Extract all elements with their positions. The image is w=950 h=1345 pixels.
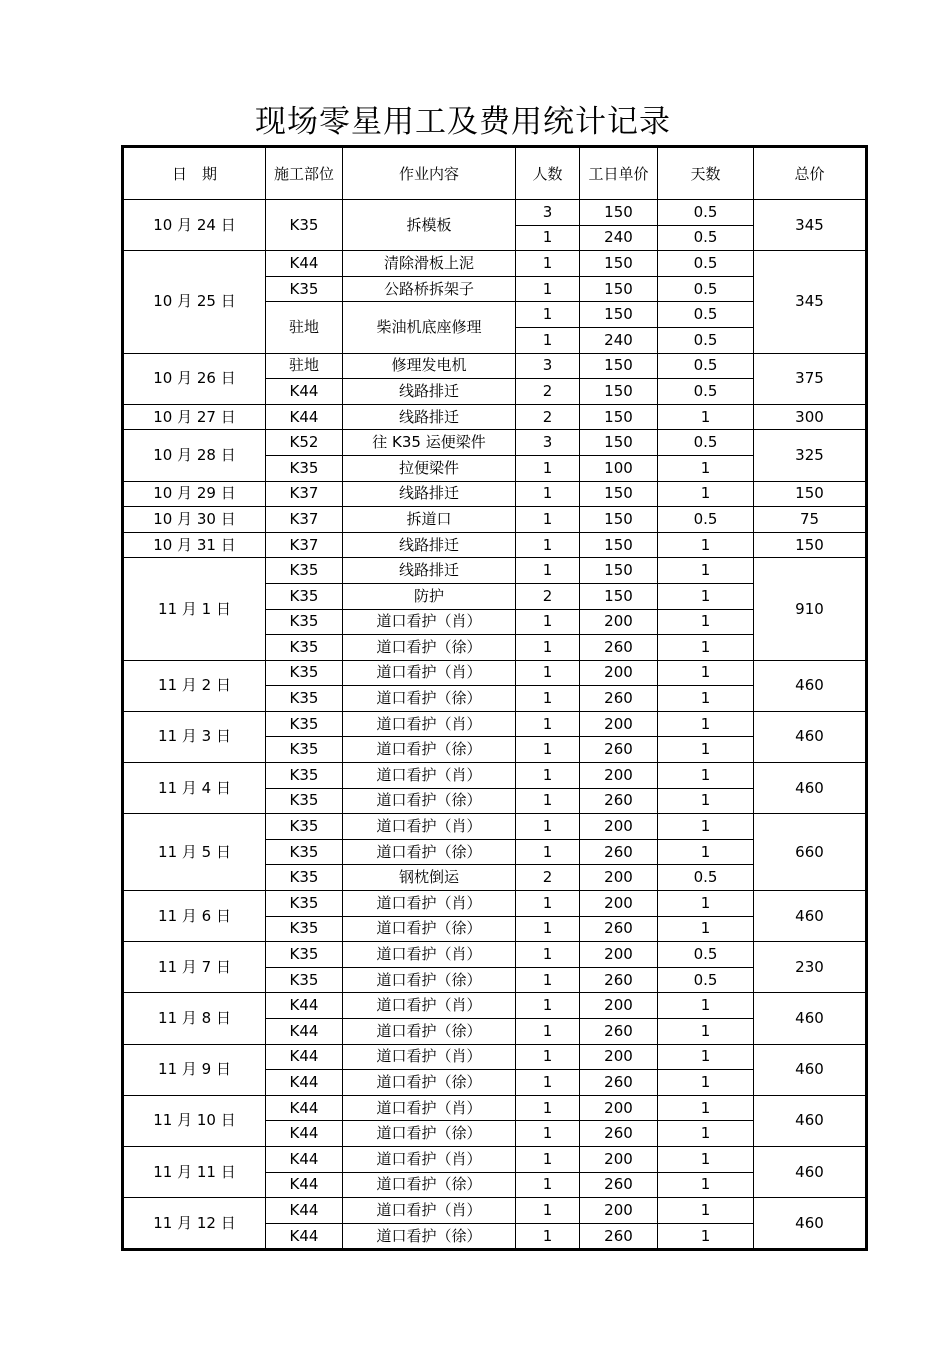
rate-cell: 260 xyxy=(580,1121,658,1147)
days-cell: 0.5 xyxy=(658,379,754,405)
rate-cell: 260 xyxy=(580,737,658,763)
location-cell: K35 xyxy=(266,865,343,891)
total-cell: 460 xyxy=(754,1044,867,1095)
days-cell: 1 xyxy=(658,993,754,1019)
days-cell: 1 xyxy=(658,1044,754,1070)
location-cell: K35 xyxy=(266,609,343,635)
work-cell: 道口看护（徐） xyxy=(343,839,516,865)
rate-cell: 200 xyxy=(580,763,658,789)
rate-cell: 260 xyxy=(580,1172,658,1198)
days-cell: 0.5 xyxy=(658,942,754,968)
table-row xyxy=(123,200,867,226)
labor-cost-table xyxy=(121,145,868,1251)
page-title: 现场零星用工及费用统计记录 xyxy=(255,104,671,140)
work-cell: 线路排迁 xyxy=(343,379,516,405)
total-cell: 300 xyxy=(754,404,867,430)
rate-cell: 150 xyxy=(580,353,658,379)
rate-cell: 200 xyxy=(580,814,658,840)
people-cell: 3 xyxy=(516,430,580,456)
rate-cell: 200 xyxy=(580,993,658,1019)
people-cell: 1 xyxy=(516,660,580,686)
total-cell: 150 xyxy=(754,532,867,558)
people-cell: 1 xyxy=(516,507,580,533)
rate-cell: 150 xyxy=(580,532,658,558)
people-cell: 1 xyxy=(516,225,580,251)
people-cell: 1 xyxy=(516,327,580,353)
date-cell: 11 月 6 日 xyxy=(123,891,266,942)
days-cell: 1 xyxy=(658,1070,754,1096)
work-cell: 道口看护（徐） xyxy=(343,916,516,942)
location-cell: K35 xyxy=(266,660,343,686)
people-cell: 1 xyxy=(516,1121,580,1147)
location-cell: K37 xyxy=(266,507,343,533)
rate-cell: 200 xyxy=(580,1044,658,1070)
date-cell: 11 月 2 日 xyxy=(123,660,266,711)
work-cell: 公路桥拆架子 xyxy=(343,276,516,302)
days-cell: 1 xyxy=(658,737,754,763)
table-row xyxy=(123,1146,867,1172)
rate-cell: 150 xyxy=(580,583,658,609)
header-date: 日 期 xyxy=(123,147,266,200)
rate-cell: 150 xyxy=(580,276,658,302)
table-row xyxy=(123,814,867,840)
people-cell: 1 xyxy=(516,302,580,328)
days-cell: 0.5 xyxy=(658,507,754,533)
header-people: 人数 xyxy=(516,147,580,200)
work-cell: 道口看护（肖） xyxy=(343,891,516,917)
rate-cell: 200 xyxy=(580,891,658,917)
people-cell: 1 xyxy=(516,942,580,968)
people-cell: 1 xyxy=(516,814,580,840)
rate-cell: 200 xyxy=(580,660,658,686)
days-cell: 1 xyxy=(658,788,754,814)
rate-cell: 150 xyxy=(580,558,658,584)
days-cell: 1 xyxy=(658,1146,754,1172)
date-cell: 11 月 11 日 xyxy=(123,1146,266,1197)
people-cell: 2 xyxy=(516,404,580,430)
rate-cell: 200 xyxy=(580,1146,658,1172)
table-body xyxy=(123,200,867,1250)
days-cell: 1 xyxy=(658,1095,754,1121)
location-cell: K35 xyxy=(266,455,343,481)
days-cell: 1 xyxy=(658,481,754,507)
header-rate: 工日单价 xyxy=(580,147,658,200)
date-cell: 10 月 27 日 xyxy=(123,404,266,430)
location-cell: K44 xyxy=(266,1172,343,1198)
work-cell: 清除滑板上泥 xyxy=(343,251,516,277)
location-cell: K37 xyxy=(266,532,343,558)
location-cell: 驻地 xyxy=(266,302,343,353)
days-cell: 1 xyxy=(658,814,754,840)
location-cell: K35 xyxy=(266,583,343,609)
rate-cell: 200 xyxy=(580,609,658,635)
rate-cell: 150 xyxy=(580,200,658,226)
people-cell: 2 xyxy=(516,379,580,405)
location-cell: K44 xyxy=(266,1198,343,1224)
work-cell: 道口看护（徐） xyxy=(343,635,516,661)
days-cell: 0.5 xyxy=(658,251,754,277)
days-cell: 0.5 xyxy=(658,430,754,456)
people-cell: 1 xyxy=(516,1172,580,1198)
people-cell: 1 xyxy=(516,1223,580,1250)
table-row xyxy=(123,660,867,686)
work-cell: 道口看护（徐） xyxy=(343,1019,516,1045)
total-cell: 150 xyxy=(754,481,867,507)
table-row xyxy=(123,404,867,430)
rate-cell: 260 xyxy=(580,839,658,865)
location-cell: K52 xyxy=(266,430,343,456)
days-cell: 1 xyxy=(658,1121,754,1147)
work-cell: 道口看护（徐） xyxy=(343,1121,516,1147)
total-cell: 375 xyxy=(754,353,867,404)
days-cell: 1 xyxy=(658,1198,754,1224)
people-cell: 1 xyxy=(516,251,580,277)
days-cell: 1 xyxy=(658,1019,754,1045)
total-cell: 460 xyxy=(754,1146,867,1197)
total-cell: 660 xyxy=(754,814,867,891)
people-cell: 3 xyxy=(516,353,580,379)
location-cell: K44 xyxy=(266,251,343,277)
work-cell: 道口看护（肖） xyxy=(343,814,516,840)
work-cell: 道口看护（肖） xyxy=(343,711,516,737)
rate-cell: 260 xyxy=(580,1070,658,1096)
date-cell: 11 月 10 日 xyxy=(123,1095,266,1146)
rate-cell: 150 xyxy=(580,302,658,328)
days-cell: 1 xyxy=(658,763,754,789)
days-cell: 0.5 xyxy=(658,967,754,993)
date-cell: 10 月 28 日 xyxy=(123,430,266,481)
location-cell: K44 xyxy=(266,404,343,430)
location-cell: K35 xyxy=(266,916,343,942)
date-cell: 11 月 1 日 xyxy=(123,558,266,660)
table-row xyxy=(123,430,867,456)
people-cell: 1 xyxy=(516,916,580,942)
total-cell: 460 xyxy=(754,1095,867,1146)
date-cell: 11 月 4 日 xyxy=(123,763,266,814)
location-cell: K35 xyxy=(266,686,343,712)
rate-cell: 200 xyxy=(580,1198,658,1224)
people-cell: 1 xyxy=(516,763,580,789)
total-cell: 75 xyxy=(754,507,867,533)
rate-cell: 200 xyxy=(580,942,658,968)
rate-cell: 150 xyxy=(580,379,658,405)
people-cell: 1 xyxy=(516,993,580,1019)
rate-cell: 100 xyxy=(580,455,658,481)
days-cell: 1 xyxy=(658,532,754,558)
days-cell: 0.5 xyxy=(658,302,754,328)
total-cell: 345 xyxy=(754,200,867,251)
people-cell: 1 xyxy=(516,686,580,712)
days-cell: 1 xyxy=(658,686,754,712)
table-row xyxy=(123,993,867,1019)
total-cell: 460 xyxy=(754,763,867,814)
work-cell: 道口看护（肖） xyxy=(343,1198,516,1224)
rate-cell: 150 xyxy=(580,404,658,430)
work-cell: 线路排迁 xyxy=(343,481,516,507)
days-cell: 0.5 xyxy=(658,327,754,353)
table-row xyxy=(123,558,867,584)
days-cell: 1 xyxy=(658,660,754,686)
total-cell: 910 xyxy=(754,558,867,660)
work-cell: 防护 xyxy=(343,583,516,609)
total-cell: 460 xyxy=(754,993,867,1044)
days-cell: 1 xyxy=(658,891,754,917)
header-days: 天数 xyxy=(658,147,754,200)
days-cell: 1 xyxy=(658,635,754,661)
work-cell: 道口看护（徐） xyxy=(343,1070,516,1096)
location-cell: K44 xyxy=(266,1019,343,1045)
people-cell: 1 xyxy=(516,558,580,584)
work-cell: 线路排迁 xyxy=(343,558,516,584)
work-cell: 钢枕倒运 xyxy=(343,865,516,891)
total-cell: 460 xyxy=(754,711,867,762)
rate-cell: 200 xyxy=(580,711,658,737)
people-cell: 1 xyxy=(516,1044,580,1070)
work-cell: 往 K35 运便梁件 xyxy=(343,430,516,456)
work-cell: 拆模板 xyxy=(343,200,516,251)
days-cell: 1 xyxy=(658,916,754,942)
location-cell: K35 xyxy=(266,558,343,584)
location-cell: K44 xyxy=(266,1121,343,1147)
work-cell: 道口看护（肖） xyxy=(343,763,516,789)
people-cell: 1 xyxy=(516,455,580,481)
location-cell: K35 xyxy=(266,967,343,993)
days-cell: 1 xyxy=(658,1172,754,1198)
date-cell: 10 月 31 日 xyxy=(123,532,266,558)
days-cell: 1 xyxy=(658,1223,754,1250)
people-cell: 1 xyxy=(516,1198,580,1224)
work-cell: 道口看护（肖） xyxy=(343,660,516,686)
work-cell: 道口看护（肖） xyxy=(343,993,516,1019)
work-cell: 道口看护（徐） xyxy=(343,967,516,993)
rate-cell: 260 xyxy=(580,686,658,712)
days-cell: 1 xyxy=(658,558,754,584)
date-cell: 11 月 5 日 xyxy=(123,814,266,891)
rate-cell: 260 xyxy=(580,967,658,993)
date-cell: 10 月 25 日 xyxy=(123,251,266,353)
people-cell: 1 xyxy=(516,1095,580,1121)
location-cell: K35 xyxy=(266,942,343,968)
people-cell: 1 xyxy=(516,276,580,302)
location-cell: K44 xyxy=(266,1146,343,1172)
days-cell: 0.5 xyxy=(658,225,754,251)
work-cell: 道口看护（徐） xyxy=(343,737,516,763)
rate-cell: 150 xyxy=(580,507,658,533)
people-cell: 1 xyxy=(516,737,580,763)
people-cell: 1 xyxy=(516,609,580,635)
location-cell: K35 xyxy=(266,763,343,789)
days-cell: 0.5 xyxy=(658,276,754,302)
date-cell: 10 月 24 日 xyxy=(123,200,266,251)
location-cell: K44 xyxy=(266,1044,343,1070)
date-cell: 10 月 29 日 xyxy=(123,481,266,507)
people-cell: 1 xyxy=(516,1019,580,1045)
people-cell: 1 xyxy=(516,481,580,507)
people-cell: 3 xyxy=(516,200,580,226)
total-cell: 345 xyxy=(754,251,867,353)
work-cell: 道口看护（肖） xyxy=(343,1146,516,1172)
rate-cell: 150 xyxy=(580,430,658,456)
location-cell: K44 xyxy=(266,1070,343,1096)
work-cell: 道口看护（徐） xyxy=(343,686,516,712)
table-row xyxy=(123,532,867,558)
location-cell: K44 xyxy=(266,993,343,1019)
days-cell: 0.5 xyxy=(658,353,754,379)
work-cell: 线路排迁 xyxy=(343,404,516,430)
rate-cell: 260 xyxy=(580,788,658,814)
location-cell: K44 xyxy=(266,379,343,405)
location-cell: K44 xyxy=(266,1095,343,1121)
table-row xyxy=(123,251,867,277)
date-cell: 10 月 26 日 xyxy=(123,353,266,404)
location-cell: K35 xyxy=(266,276,343,302)
table-row xyxy=(123,1095,867,1121)
days-cell: 1 xyxy=(658,839,754,865)
people-cell: 2 xyxy=(516,865,580,891)
people-cell: 1 xyxy=(516,967,580,993)
header-work: 作业内容 xyxy=(343,147,516,200)
work-cell: 拆道口 xyxy=(343,507,516,533)
people-cell: 2 xyxy=(516,583,580,609)
location-cell: K44 xyxy=(266,1223,343,1250)
rate-cell: 260 xyxy=(580,1223,658,1250)
table-row xyxy=(123,353,867,379)
location-cell: K35 xyxy=(266,788,343,814)
location-cell: K35 xyxy=(266,737,343,763)
table-row xyxy=(123,711,867,737)
people-cell: 1 xyxy=(516,635,580,661)
table-row xyxy=(123,1198,867,1224)
table-row xyxy=(123,481,867,507)
people-cell: 1 xyxy=(516,532,580,558)
rate-cell: 240 xyxy=(580,327,658,353)
table-row xyxy=(123,763,867,789)
location-cell: K35 xyxy=(266,839,343,865)
people-cell: 1 xyxy=(516,839,580,865)
days-cell: 1 xyxy=(658,711,754,737)
days-cell: 1 xyxy=(658,455,754,481)
header-total: 总价 xyxy=(754,147,867,200)
location-cell: K37 xyxy=(266,481,343,507)
work-cell: 拉便梁件 xyxy=(343,455,516,481)
location-cell: K35 xyxy=(266,711,343,737)
people-cell: 1 xyxy=(516,711,580,737)
work-cell: 道口看护（肖） xyxy=(343,1044,516,1070)
days-cell: 1 xyxy=(658,404,754,430)
work-cell: 道口看护（肖） xyxy=(343,609,516,635)
rate-cell: 260 xyxy=(580,1019,658,1045)
location-cell: K35 xyxy=(266,200,343,251)
work-cell: 线路排迁 xyxy=(343,532,516,558)
date-cell: 11 月 9 日 xyxy=(123,1044,266,1095)
table-row xyxy=(123,507,867,533)
days-cell: 0.5 xyxy=(658,865,754,891)
days-cell: 1 xyxy=(658,609,754,635)
date-cell: 11 月 3 日 xyxy=(123,711,266,762)
days-cell: 1 xyxy=(658,583,754,609)
rate-cell: 200 xyxy=(580,1095,658,1121)
rate-cell: 260 xyxy=(580,916,658,942)
date-cell: 11 月 7 日 xyxy=(123,942,266,993)
rate-cell: 150 xyxy=(580,481,658,507)
work-cell: 道口看护（肖） xyxy=(343,942,516,968)
total-cell: 325 xyxy=(754,430,867,481)
location-cell: K35 xyxy=(266,814,343,840)
work-cell: 修理发电机 xyxy=(343,353,516,379)
location-cell: K35 xyxy=(266,891,343,917)
days-cell: 0.5 xyxy=(658,200,754,226)
table-row xyxy=(123,942,867,968)
people-cell: 1 xyxy=(516,1146,580,1172)
rate-cell: 240 xyxy=(580,225,658,251)
location-cell: 驻地 xyxy=(266,353,343,379)
total-cell: 460 xyxy=(754,660,867,711)
work-cell: 道口看护（徐） xyxy=(343,788,516,814)
work-cell: 柴油机底座修理 xyxy=(343,302,516,353)
total-cell: 460 xyxy=(754,891,867,942)
total-cell: 230 xyxy=(754,942,867,993)
people-cell: 1 xyxy=(516,788,580,814)
date-cell: 11 月 12 日 xyxy=(123,1198,266,1250)
table-row xyxy=(123,1044,867,1070)
work-cell: 道口看护（徐） xyxy=(343,1223,516,1250)
header-location: 施工部位 xyxy=(266,147,343,200)
rate-cell: 150 xyxy=(580,251,658,277)
total-cell: 460 xyxy=(754,1198,867,1250)
header-row xyxy=(123,147,867,200)
rate-cell: 200 xyxy=(580,865,658,891)
location-cell: K35 xyxy=(266,635,343,661)
work-cell: 道口看护（徐） xyxy=(343,1172,516,1198)
date-cell: 10 月 30 日 xyxy=(123,507,266,533)
work-cell: 道口看护（肖） xyxy=(343,1095,516,1121)
people-cell: 1 xyxy=(516,1070,580,1096)
rate-cell: 260 xyxy=(580,635,658,661)
date-cell: 11 月 8 日 xyxy=(123,993,266,1044)
table-row xyxy=(123,891,867,917)
people-cell: 1 xyxy=(516,891,580,917)
